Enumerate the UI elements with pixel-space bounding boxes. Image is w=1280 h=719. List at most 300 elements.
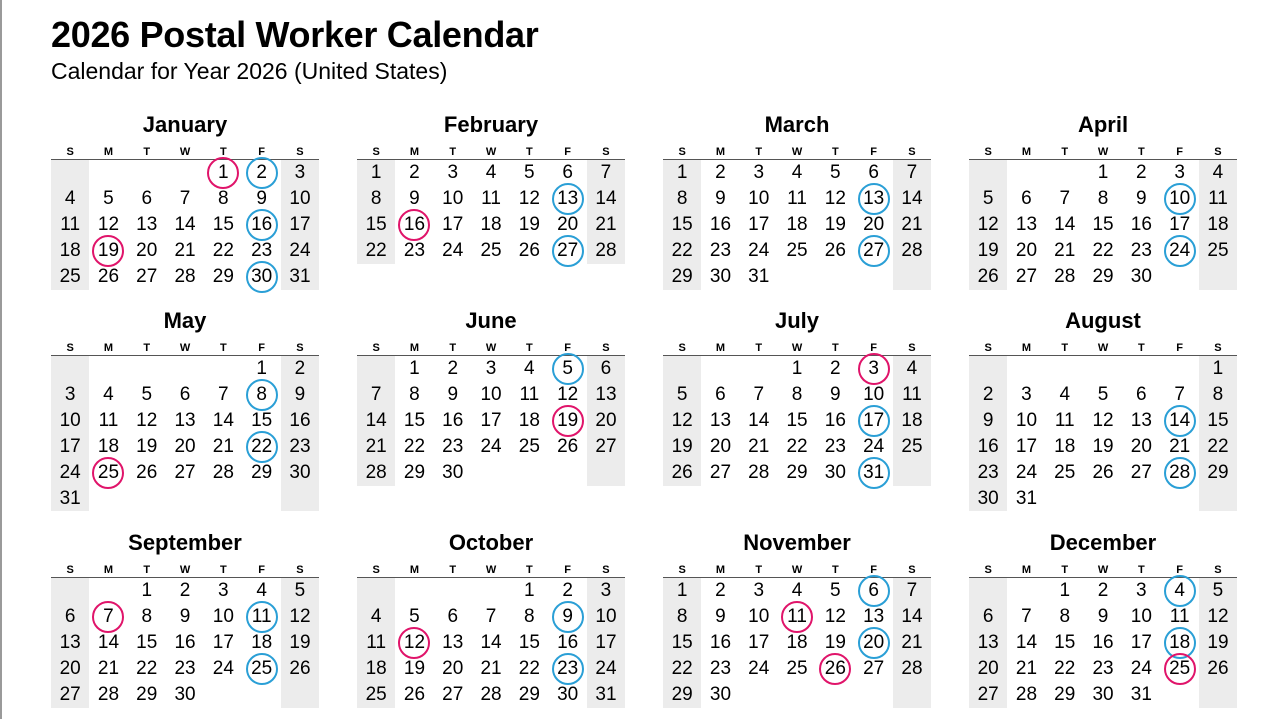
month-name: October <box>448 530 534 555</box>
day-number: 10 <box>442 187 464 209</box>
day-cell <box>510 408 548 434</box>
day-cell <box>1161 656 1199 682</box>
day-cell <box>701 238 739 264</box>
day-number: 18 <box>1054 435 1076 457</box>
day-number: 14 <box>365 409 387 431</box>
day-number: 21 <box>901 213 923 235</box>
day-number: 24 <box>289 239 311 261</box>
day-cell <box>204 238 242 264</box>
day-number: 9 <box>1097 605 1109 627</box>
weekday-label: S <box>602 342 610 354</box>
day-cell <box>166 656 204 682</box>
day-number: 2 <box>409 162 420 183</box>
day-cell <box>587 160 625 186</box>
day-number: 27 <box>1015 265 1038 287</box>
day-cell <box>281 382 319 408</box>
weekday-label: F <box>1176 342 1184 354</box>
day-number: 29 <box>212 265 234 287</box>
day-cell <box>1199 460 1237 486</box>
day-number: 16 <box>289 409 311 431</box>
day-cell <box>969 382 1007 408</box>
weekday-label: T <box>1137 342 1145 354</box>
day-cell <box>395 434 433 460</box>
month-name: April <box>1077 112 1129 137</box>
day-number: 14 <box>97 631 120 653</box>
day-number: 7 <box>179 187 191 209</box>
day-number: 1 <box>370 162 382 183</box>
day-number: 13 <box>709 409 732 431</box>
day-cell <box>778 460 816 486</box>
day-number: 1 <box>676 580 688 601</box>
day-number: 14 <box>748 409 770 431</box>
day-number: 16 <box>251 213 273 235</box>
day-cell <box>969 238 1007 264</box>
day-number: 8 <box>676 187 688 209</box>
day-number: 22 <box>1207 435 1229 457</box>
day-number: 24 <box>595 657 617 679</box>
day-number: 25 <box>97 461 120 483</box>
day-number: 14 <box>595 187 617 209</box>
day-cell <box>472 408 510 434</box>
weekday-label: S <box>984 146 992 158</box>
day-cell <box>357 460 395 486</box>
day-cell <box>89 264 127 290</box>
day-cell <box>1199 604 1237 630</box>
day-number: 23 <box>1130 239 1152 261</box>
day-cell <box>204 212 242 238</box>
day-number: 17 <box>748 631 770 653</box>
day-number: 8 <box>1212 383 1224 405</box>
day-cell <box>204 264 242 290</box>
day-number: 7 <box>1174 383 1185 405</box>
day-cell <box>1122 212 1160 238</box>
day-number: 6 <box>868 580 879 601</box>
day-cell <box>166 578 204 604</box>
month-july <box>663 309 931 486</box>
day-number: 13 <box>863 605 885 627</box>
day-cell <box>434 212 472 238</box>
day-number: 16 <box>709 631 732 653</box>
day-cell <box>663 656 701 682</box>
day-number: 4 <box>906 358 918 379</box>
day-number: 30 <box>1092 683 1114 705</box>
day-cell <box>816 356 854 382</box>
weekday-label: T <box>525 146 533 158</box>
day-number: 10 <box>1169 187 1191 209</box>
day-number: 31 <box>1015 487 1038 509</box>
day-cell <box>1199 630 1237 656</box>
day-number: 16 <box>442 409 464 431</box>
day-cell <box>51 382 89 408</box>
weekday-label: F <box>1176 564 1184 576</box>
day-number: 24 <box>212 657 234 679</box>
day-cell <box>243 186 281 212</box>
day-cell <box>1084 460 1122 486</box>
day-cell <box>969 604 1007 630</box>
day-cell <box>740 630 778 656</box>
month-name: June <box>465 308 517 333</box>
month-name: February <box>443 112 539 137</box>
day-cell <box>434 186 472 212</box>
weekday-label: S <box>66 342 74 354</box>
day-number: 4 <box>485 162 497 183</box>
day-number: 9 <box>294 383 306 405</box>
header-rule <box>969 355 1237 356</box>
day-number: 30 <box>174 683 196 705</box>
day-number: 12 <box>824 605 846 627</box>
day-cell <box>1199 160 1237 186</box>
day-number: 16 <box>1092 631 1114 653</box>
day-number: 14 <box>1054 213 1076 235</box>
day-number: 10 <box>212 605 234 627</box>
day-number: 18 <box>518 409 540 431</box>
day-number: 29 <box>1207 461 1229 483</box>
day-cell <box>204 656 242 682</box>
day-number: 11 <box>366 631 387 653</box>
day-number: 23 <box>709 657 732 679</box>
day-number: 15 <box>365 213 387 235</box>
weekday-label: T <box>755 146 763 158</box>
day-cell <box>1046 604 1084 630</box>
day-number: 7 <box>103 605 114 627</box>
day-cell <box>1122 434 1160 460</box>
day-cell <box>243 212 281 238</box>
day-number: 16 <box>977 435 999 457</box>
day-cell <box>128 212 166 238</box>
day-number: 10 <box>59 409 81 431</box>
day-cell <box>472 238 510 264</box>
day-number: 10 <box>863 383 885 405</box>
day-number: 4 <box>524 358 535 379</box>
day-cell <box>1046 682 1084 708</box>
weekday-label: S <box>66 564 74 576</box>
weekday-label: T <box>219 146 227 158</box>
weekday-label: W <box>1097 342 1109 354</box>
day-number: 14 <box>1169 409 1191 431</box>
day-cell <box>1007 382 1045 408</box>
weekday-label: S <box>678 564 686 576</box>
day-cell <box>166 212 204 238</box>
day-number: 1 <box>1059 580 1071 601</box>
day-cell <box>969 630 1007 656</box>
day-number: 21 <box>595 213 617 235</box>
day-number: 3 <box>753 580 765 601</box>
day-number: 25 <box>480 239 502 261</box>
day-number: 24 <box>442 239 464 261</box>
day-number: 17 <box>863 409 885 431</box>
day-cell <box>893 382 931 408</box>
day-number: 30 <box>1130 265 1152 287</box>
day-cell <box>51 630 89 656</box>
day-number: 31 <box>289 265 311 287</box>
day-cell <box>587 238 625 264</box>
day-cell <box>128 238 166 264</box>
weekday-label: S <box>602 564 610 576</box>
day-cell <box>740 460 778 486</box>
day-number: 16 <box>1130 213 1152 235</box>
day-number: 26 <box>136 461 158 483</box>
day-number: 8 <box>1059 605 1071 627</box>
day-cell <box>1199 656 1237 682</box>
day-number: 12 <box>671 409 693 431</box>
day-number: 25 <box>786 239 808 261</box>
day-cell <box>1122 630 1160 656</box>
day-number: 30 <box>442 461 464 483</box>
day-number: 24 <box>1169 239 1191 261</box>
day-number: 28 <box>901 239 923 261</box>
day-cell <box>1007 264 1045 290</box>
day-cell <box>472 630 510 656</box>
day-cell <box>663 382 701 408</box>
day-cell <box>1122 382 1160 408</box>
day-number: 26 <box>289 657 311 679</box>
day-number: 25 <box>901 435 923 457</box>
day-cell <box>1161 408 1199 434</box>
day-number: 21 <box>1169 435 1191 457</box>
day-number: 20 <box>1130 435 1152 457</box>
day-number: 23 <box>289 435 311 457</box>
weekday-label: T <box>755 564 763 576</box>
day-cell <box>969 212 1007 238</box>
day-cell <box>1046 186 1084 212</box>
day-cell <box>472 186 510 212</box>
weekday-label: T <box>143 342 151 354</box>
day-cell <box>51 656 89 682</box>
day-cell <box>204 382 242 408</box>
weekday-label: S <box>678 146 686 158</box>
day-cell <box>855 408 893 434</box>
day-number: 13 <box>1130 409 1152 431</box>
day-number: 28 <box>901 657 923 679</box>
day-cell <box>816 578 854 604</box>
day-cell <box>128 682 166 708</box>
day-number: 26 <box>824 239 846 261</box>
day-cell <box>166 186 204 212</box>
day-cell <box>395 604 433 630</box>
day-number: 8 <box>1097 187 1109 209</box>
day-number: 13 <box>595 383 617 405</box>
day-cell <box>587 630 625 656</box>
day-cell <box>893 408 931 434</box>
day-cell <box>472 656 510 682</box>
day-number: 21 <box>212 435 234 457</box>
day-cell <box>701 460 739 486</box>
day-number: 25 <box>365 683 387 705</box>
day-cell <box>855 630 893 656</box>
day-cell <box>128 434 166 460</box>
day-number: 30 <box>289 461 311 483</box>
weekday-label: F <box>258 146 266 158</box>
day-number: 6 <box>868 162 879 183</box>
day-cell <box>51 460 89 486</box>
day-number: 22 <box>518 657 540 679</box>
day-number: 14 <box>480 631 502 653</box>
day-number: 17 <box>1169 213 1191 235</box>
day-number: 3 <box>1136 580 1147 601</box>
day-number: 11 <box>1208 187 1228 209</box>
day-number: 23 <box>824 435 846 457</box>
month-august <box>969 309 1237 511</box>
day-number: 24 <box>59 461 81 483</box>
day-cell <box>434 160 472 186</box>
day-number: 26 <box>97 265 120 287</box>
day-cell <box>89 212 127 238</box>
day-cell <box>1084 160 1122 186</box>
day-cell <box>204 186 242 212</box>
day-number: 23 <box>557 657 579 679</box>
day-cell <box>166 630 204 656</box>
day-cell <box>243 408 281 434</box>
day-number: 28 <box>1054 265 1076 287</box>
weekday-label: T <box>449 564 457 576</box>
day-number: 11 <box>1169 605 1190 627</box>
day-cell <box>51 434 89 460</box>
day-cell <box>549 212 587 238</box>
day-cell <box>357 186 395 212</box>
day-number: 20 <box>59 657 81 679</box>
day-cell <box>816 604 854 630</box>
day-number: 13 <box>59 631 81 653</box>
day-number: 31 <box>748 265 770 287</box>
day-number: 22 <box>212 239 234 261</box>
day-number: 3 <box>1174 162 1185 183</box>
day-number: 15 <box>251 409 273 431</box>
day-number: 8 <box>524 605 535 627</box>
day-cell <box>855 604 893 630</box>
day-cell <box>1046 460 1084 486</box>
day-cell <box>434 604 472 630</box>
day-cell <box>1084 656 1122 682</box>
day-number: 15 <box>671 213 693 235</box>
day-cell <box>587 434 625 460</box>
day-cell <box>281 656 319 682</box>
weekday-label: W <box>791 564 803 576</box>
day-number: 29 <box>786 461 808 483</box>
day-cell <box>1161 604 1199 630</box>
day-number: 21 <box>97 657 120 679</box>
day-number: 8 <box>218 187 229 209</box>
day-cell <box>510 434 548 460</box>
weekday-label: T <box>219 564 227 576</box>
day-number: 19 <box>1092 435 1114 457</box>
day-cell <box>740 656 778 682</box>
day-cell <box>549 434 587 460</box>
day-cell <box>128 408 166 434</box>
weekday-label: W <box>791 146 803 158</box>
month-name: December <box>1049 530 1157 555</box>
day-cell <box>166 460 204 486</box>
weekday-label: T <box>449 146 457 158</box>
day-number: 11 <box>60 213 81 235</box>
day-number: 18 <box>786 213 808 235</box>
day-number: 25 <box>1169 657 1191 679</box>
page-title: 2026 Postal Worker Calendar <box>51 14 539 55</box>
weekday-label: T <box>1061 342 1069 354</box>
day-cell <box>740 238 778 264</box>
weekday-label: T <box>1137 564 1145 576</box>
day-cell <box>816 460 854 486</box>
month-december <box>969 531 1237 708</box>
day-number: 4 <box>256 580 267 601</box>
day-number: 23 <box>403 239 426 261</box>
day-cell <box>701 434 739 460</box>
day-number: 18 <box>251 631 273 653</box>
day-number: 14 <box>901 605 923 627</box>
day-number: 19 <box>136 435 158 457</box>
day-cell <box>510 186 548 212</box>
day-number: 22 <box>671 239 693 261</box>
day-number: 25 <box>518 435 540 457</box>
day-cell <box>701 578 739 604</box>
day-cell <box>778 382 816 408</box>
day-cell <box>1161 212 1199 238</box>
weekday-label: M <box>1021 342 1032 354</box>
day-cell <box>778 160 816 186</box>
day-number: 15 <box>1092 213 1114 235</box>
day-number: 27 <box>595 435 617 457</box>
day-cell <box>89 408 127 434</box>
day-number: 10 <box>480 383 502 405</box>
day-number: 11 <box>481 187 501 209</box>
day-number: 5 <box>562 358 573 379</box>
day-cell <box>243 434 281 460</box>
day-cell <box>1007 408 1045 434</box>
day-number: 13 <box>136 213 158 235</box>
day-cell <box>1007 656 1045 682</box>
day-cell <box>1007 604 1045 630</box>
day-number: 2 <box>294 358 306 379</box>
day-cell <box>281 460 319 486</box>
day-cell <box>357 434 395 460</box>
day-cell <box>357 656 395 682</box>
day-number: 9 <box>715 605 726 627</box>
day-cell <box>816 408 854 434</box>
day-number: 30 <box>557 683 579 705</box>
day-cell <box>1084 682 1122 708</box>
day-number: 21 <box>1054 239 1076 261</box>
day-number: 2 <box>715 162 726 183</box>
day-cell <box>281 356 319 382</box>
weekday-label: S <box>1214 342 1222 354</box>
weekday-label: T <box>1137 146 1145 158</box>
day-cell <box>816 186 854 212</box>
day-number: 1 <box>409 358 420 379</box>
day-number: 2 <box>830 358 841 379</box>
day-number: 6 <box>1021 187 1032 209</box>
weekday-label: S <box>908 564 916 576</box>
day-number: 19 <box>824 213 846 235</box>
month-february <box>357 113 625 264</box>
day-number: 6 <box>562 162 573 183</box>
day-cell <box>1161 578 1199 604</box>
day-cell <box>472 434 510 460</box>
month-name: November <box>743 530 851 555</box>
day-cell <box>740 264 778 290</box>
day-cell <box>51 682 89 708</box>
weekday-label: W <box>485 564 497 576</box>
day-cell <box>740 578 778 604</box>
day-cell <box>243 238 281 264</box>
day-number: 20 <box>977 657 999 679</box>
day-cell <box>395 356 433 382</box>
day-number: 31 <box>863 461 885 483</box>
day-number: 7 <box>753 383 765 405</box>
day-number: 8 <box>141 605 153 627</box>
day-number: 20 <box>442 657 464 679</box>
day-number: 7 <box>1059 187 1071 209</box>
weekday-label: M <box>409 342 420 354</box>
day-number: 8 <box>676 605 688 627</box>
